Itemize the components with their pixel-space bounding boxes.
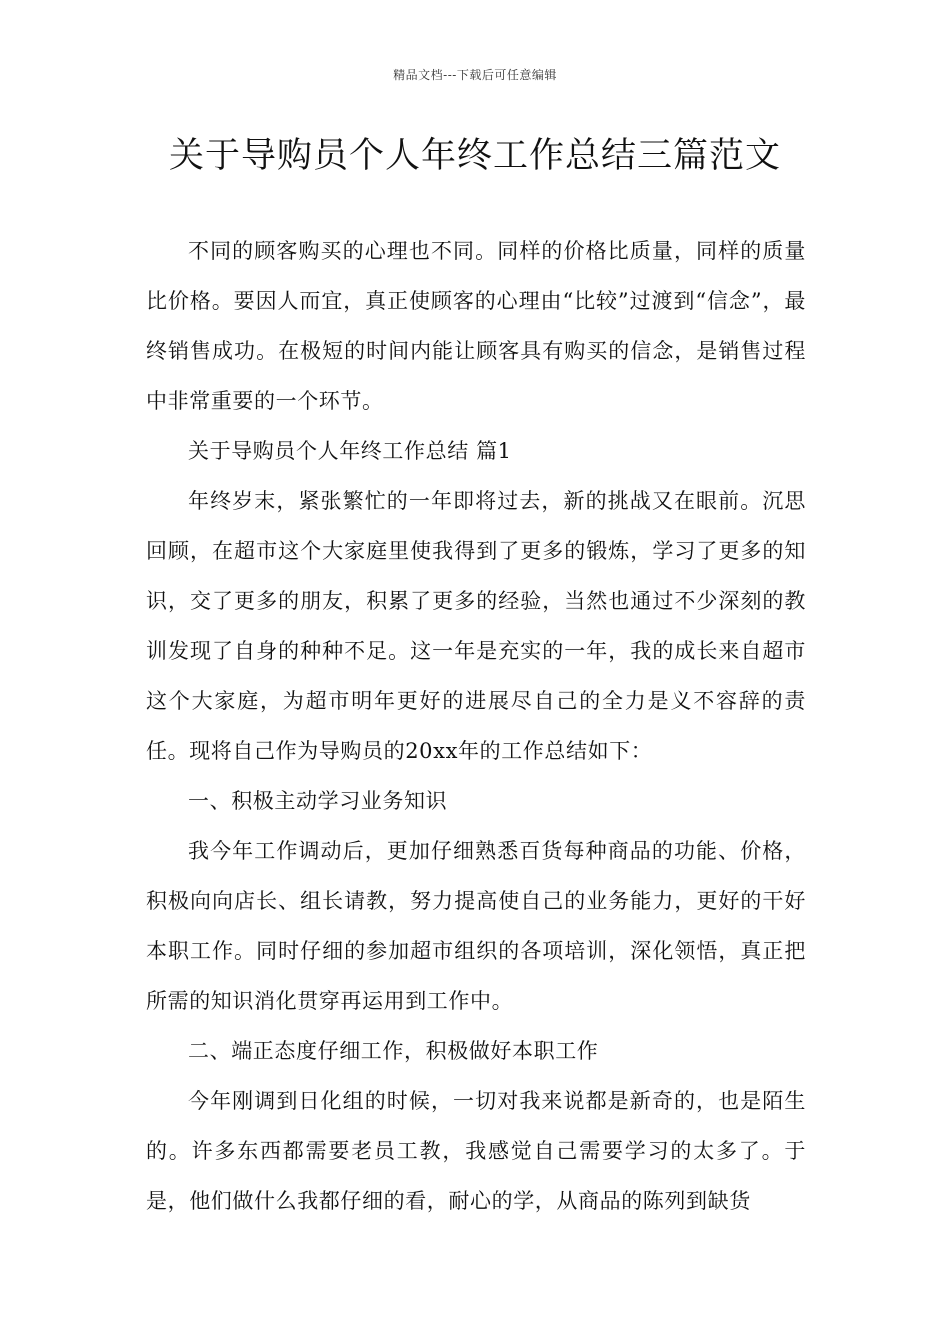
document-title: 关于导购员个人年终工作总结三篇范文 xyxy=(168,136,781,176)
section-heading-part-1: 关于导购员个人年终工作总结 篇1 xyxy=(188,439,512,463)
paragraph-intro: 不同的顾客购买的心理也不同。同样的价格比质量，同样的质量比价格。要因人而宜，真正使顾客的心理由“比较”过渡到“信念”，最终销售成功。在极短的时间内能让顾客具有购买的信念，是销售过程中非常重要的一个环节。 xyxy=(146,239,806,413)
section-heading-1: 一、积极主动学习业务知识 xyxy=(188,789,448,813)
paragraph-year-end-review: 年终岁末，紧张繁忙的一年即将过去，新的挑战又在眼前。沉思回顾，在超市这个大家庭里使我得到了更多的锻炼，学习了更多的知识，交了更多的朋友，积累了更多的经验，当然也通过不少深刻的教训发现了自身的种种不足。这一年是充实的一年，我的成长来自超市这个大家庭，为超市明年更好的进展尽自己的全力是义不容辞的责任。现将自己作为导购员的20xx年的工作总结如下： xyxy=(146,489,806,763)
paragraph-attitude: 今年刚调到日化组的时候，一切对我来说都是新奇的，也是陌生的。许多东西都需要老员工教，我感觉自己需要学习的太多了。于是，他们做什么我都仔细的看，耐心的学，从商品的陈列到缺货 xyxy=(146,1089,806,1213)
paragraph-learning: 我今年工作调动后，更加仔细熟悉百货每种商品的功能、价格，积极向向店长、组长请教，努力提高使自己的业务能力，更好的干好本职工作。同时仔细的参加超市组织的各项培训，深化领悟，真正把所需的知识消化贯穿再运用到工作中。 xyxy=(146,839,806,1013)
page-header: 精品文档---下载后可任意编辑 xyxy=(393,68,557,82)
section-heading-2: 二、端正态度仔细工作，积极做好本职工作 xyxy=(188,1039,599,1063)
document-body xyxy=(146,226,806,1226)
